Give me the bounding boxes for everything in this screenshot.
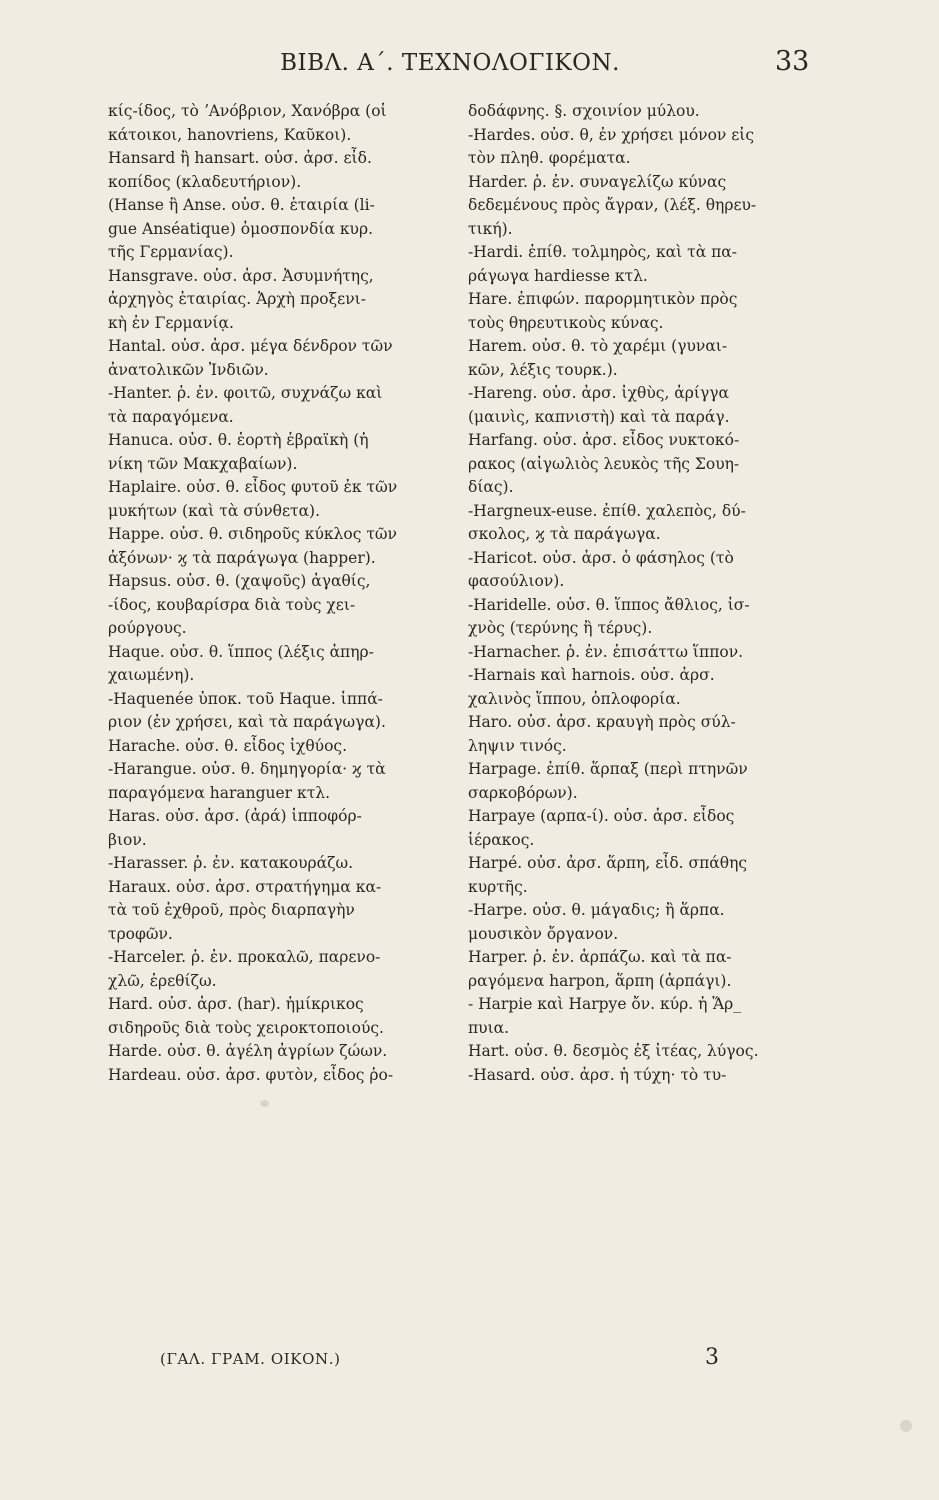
entry-line: ρακος (αἰγωλιὸς λευκὸς τῆς Σουη-: [468, 454, 740, 473]
entry-line: gue Anséatique) ὁμοσπονδία κυρ.: [108, 219, 373, 238]
entry-line: (μαινὶς, καπνιστὴ) καὶ τὰ παράγ.: [468, 407, 730, 426]
entry-line: ραγόμενα harpon, ἅρπη (ἁρπάγι).: [468, 971, 732, 990]
entry-line: χνὸς (τερύνης ἢ τέρυς).: [468, 619, 653, 637]
entry-line: -Hardes. οὐσ. θ, ἐν χρήσει μόνον εἰς: [468, 125, 755, 144]
entry-line: ἀξόνων· ϗ τὰ παράγωγα (happer).: [108, 548, 376, 567]
entry-line: τική).: [468, 219, 513, 238]
entry-line: Hansard ἢ hansart. οὐσ. ἀρσ. εἶδ.: [108, 149, 372, 167]
entry-line: Harpage. ἐπίθ. ἅρπαξ (περὶ πτηνῶν: [468, 760, 748, 778]
entry-line: -Harangue. οὐσ. θ. δημηγορία· ϗ τὰ: [108, 760, 386, 778]
paper-stain: [900, 1420, 912, 1432]
entry-line: παραγόμενα haranguer κτλ.: [108, 783, 331, 802]
entry-line: χλῶ, ἐρεθίζω.: [108, 971, 217, 990]
entry-line: σκολος, ϗ τὰ παράγωγα.: [468, 525, 661, 543]
entry-line: -Harnacher. ῥ. ἐν. ἐπισάττω ἵππον.: [468, 642, 744, 661]
entry-line: -Harpe. οὐσ. θ. μάγαδις; ἢ ἅρπα.: [468, 901, 725, 919]
entry-line: ληψιν τινός.: [468, 736, 567, 755]
entry-line: Harde. οὐσ. θ. ἀγέλη ἀγρίων ζώων.: [108, 1042, 388, 1060]
entry-line: σιδηροῦς διὰ τοὺς χειροκτοποιούς.: [108, 1018, 384, 1037]
entry-line: Hare. ἐπιφών. παρορμητικὸν πρὸς: [468, 290, 738, 308]
entry-line: -Harasser. ῥ. ἐν. κατακουράζω.: [108, 854, 354, 872]
entry-line: κῶν, λέξις τουρκ.).: [468, 360, 618, 379]
entry-line: κοπίδος (κλαδευτήριον).: [108, 172, 302, 191]
entry-line: ἀνατολικῶν Ἰνδιῶν.: [108, 360, 269, 379]
entry-line: -Harceler. ῥ. ἐν. προκαλῶ, παρενο-: [108, 948, 381, 966]
entry-line: -Haquenée ὑποκ. τοῦ Haque. ἱππά-: [108, 689, 383, 708]
entry-line: Harfang. οὐσ. ἀρσ. εἶδος νυκτοκό-: [468, 431, 740, 449]
entry-line: δοδάφνης. §. σχοινίον μύλου.: [468, 102, 700, 120]
entry-line: Harache. οὐσ. θ. εἶδος ἰχθύος.: [108, 736, 348, 755]
entry-line: Harper. ῥ. ἐν. ἁρπάζω. καὶ τὰ πα-: [468, 948, 732, 966]
entry-line: τὸν πληθ. φορέματα.: [468, 149, 631, 167]
entry-line: χαλινὸς ἵππου, ὁπλοφορία.: [468, 689, 681, 708]
entry-line: μυκήτων (καὶ τὰ σύνθετα).: [108, 501, 321, 520]
entry-line: Haro. οὐσ. ἀρσ. κραυγὴ πρὸς σύλ-: [468, 713, 736, 731]
entry-line: δεδεμένους πρὸς ἄγραν, (λέξ. θηρευ-: [468, 196, 757, 214]
entry-line: Harpaye (αρπα-ί). οὐσ. ἀρσ. εἶδος: [468, 807, 735, 825]
entry-line: κυρτῆς.: [468, 877, 528, 896]
entry-line: Harpé. οὐσ. ἀρσ. ἅρπη, εἶδ. σπάθης: [468, 854, 748, 872]
entry-line: τοὺς θηρευτικοὺς κύνας.: [468, 313, 664, 332]
entry-line: Haras. οὐσ. ἀρσ. (ἀρά) ἱπποφόρ-: [108, 807, 362, 825]
entry-line: Haque. οὐσ. θ. ἵππος (λέξις ἀπηρ-: [108, 642, 374, 661]
entry-line: Hanuca. οὐσ. θ. ἑορτὴ ἑβραϊκὴ (ἡ: [108, 431, 369, 449]
entry-line: πυια.: [468, 1018, 510, 1037]
entry-line: φασούλιον).: [468, 572, 565, 590]
entry-line: -Hargneux-euse. ἐπίθ. χαλεπὸς, δύ-: [468, 501, 746, 520]
entry-line: Hart. οὐσ. θ. δεσμὸς ἐξ ἰτέας, λύγος.: [468, 1042, 759, 1060]
entry-line: κὴ ἐν Γερμανίᾳ.: [108, 313, 234, 332]
entry-line: Hansgrave. οὐσ. ἀρσ. Ἀσυμνήτης,: [108, 266, 374, 285]
signature-mark: (ΓΑΛ. ΓΡΑΜ. ΟΙΚΟΝ.): [160, 1350, 341, 1368]
entry-line: -Hanter. ῥ. ἐν. φοιτῶ, συχνάζω καὶ: [108, 384, 383, 402]
entry-line: χαιωμένη).: [108, 666, 195, 684]
running-head-title: ΒΙΒΛ. Α΄. ΤΕΧΝΟΛΟΓΙΚΟΝ.: [280, 50, 620, 76]
page-number: 33: [775, 46, 810, 77]
paper-stain: [260, 1100, 269, 1107]
entry-line: κίς-ίδος, τὸ ʼΑνόβριον, Χανόβρα (οἱ: [108, 102, 387, 120]
entry-line: -ίδος, κουβαρίσρα διὰ τοὺς χει-: [108, 595, 356, 614]
entry-line: μουσικὸν ὄργανον.: [468, 924, 619, 943]
entry-line: -Haricot. οὐσ. ἀρσ. ὁ φάσηλος (τὸ: [468, 548, 734, 567]
entry-line: -Haridelle. οὐσ. θ. ἵππος ἄθλιος, ἰσ-: [468, 595, 750, 614]
entry-line: Hapsus. οὐσ. θ. (χαψοῦς) ἀγαθίς,: [108, 572, 371, 590]
entry-line: -Harnais καὶ harnois. οὐσ. ἀρσ.: [468, 666, 715, 684]
entry-line: τὰ παραγόμενα.: [108, 407, 234, 426]
entry-line: τὰ τοῦ ἐχθροῦ, πρὸς διαρπαγὴν: [108, 901, 355, 919]
entry-line: ρούργους.: [108, 619, 187, 637]
entry-line: -Hasard. οὐσ. ἀρσ. ἡ τύχη· τὸ τυ-: [468, 1065, 727, 1084]
sheet-number: 3: [705, 1345, 719, 1370]
entry-line: τῆς Γερμανίας).: [108, 243, 234, 261]
entry-line: νίκη τῶν Μακχαβαίων).: [108, 454, 298, 473]
entry-line: Happe. οὐσ. θ. σιδηροῦς κύκλος τῶν: [108, 525, 397, 543]
entry-line: ριον (ἐν χρήσει, καὶ τὰ παράγωγα).: [108, 713, 386, 731]
entry-line: ἀρχηγὸς ἑταιρίας. Ἀρχὴ προξενι-: [108, 290, 366, 308]
entry-line: Hardeau. οὐσ. ἀρσ. φυτὸν, εἶδος ῥο-: [108, 1065, 394, 1084]
entry-line: Harder. ῥ. ἐν. συναγελίζω κύνας: [468, 172, 727, 191]
left-column: [108, 100, 458, 1087]
entry-line: Hard. οὐσ. ἀρσ. (har). ἡμίκρικος: [108, 995, 364, 1013]
entry-line: δίας).: [468, 478, 514, 496]
right-column: [468, 100, 828, 1087]
entry-line: Hantal. οὐσ. ἀρσ. μέγα δένδρον τῶν: [108, 337, 393, 355]
entry-line: -Hareng. οὐσ. ἀρσ. ἰχθὺς, ἀρίγγα: [468, 384, 729, 402]
entry-line: - Harpie καὶ Harpye ὄν. κύρ. ἡ Ἅρ_: [468, 995, 742, 1013]
entry-line: ἱέρακος.: [468, 830, 535, 849]
entry-line: -Hardi. ἐπίθ. τολμηρὸς, καὶ τὰ πα-: [468, 243, 737, 261]
entry-line: Haraux. οὐσ. ἀρσ. στρατήγημα κα-: [108, 877, 382, 896]
entry-line: τροφῶν.: [108, 924, 173, 943]
entry-line: Haplaire. οὐσ. θ. εἶδος φυτοῦ ἐκ τῶν: [108, 478, 398, 496]
entry-line: κάτοικοι, hanovriens, Καῦκοι).: [108, 125, 352, 144]
entry-line: Harem. οὐσ. θ. τὸ χαρέμι (γυναι-: [468, 337, 728, 355]
entry-line: σαρκοβόρων).: [468, 783, 578, 802]
entry-line: ράγωγα hardiesse κτλ.: [468, 266, 648, 285]
entry-line: βιον.: [108, 830, 147, 849]
entry-line: (Hanse ἢ Anse. οὐσ. θ. ἑταιρία (li-: [108, 196, 375, 214]
